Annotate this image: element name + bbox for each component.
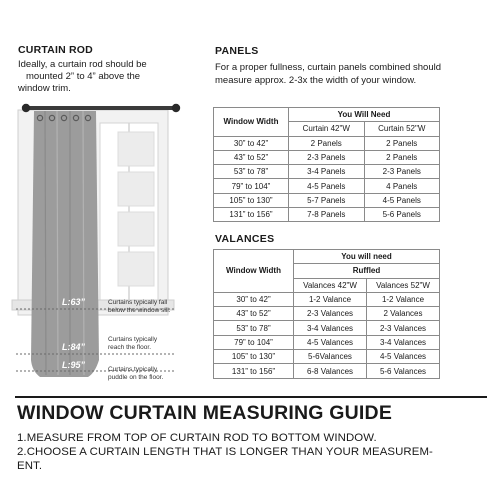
valances-col-ruffled: Ruffled	[294, 264, 440, 278]
cell: 4-5 Valances	[367, 350, 440, 364]
cell: 5-6Valances	[294, 350, 367, 364]
cell: 131” to 156”	[214, 208, 289, 222]
length-note-95	[108, 366, 163, 382]
panels-col-a: Curtain 42"W	[289, 122, 365, 136]
guide-step-2-line2: ENT.	[17, 460, 43, 472]
table-row	[214, 321, 440, 335]
table-row	[214, 364, 440, 378]
length-note-63	[108, 299, 171, 315]
valances-title: VALANCES	[215, 233, 275, 245]
cell: 2-3 Valances	[294, 307, 367, 321]
table-row	[214, 307, 440, 321]
curtain-illustration	[0, 95, 200, 395]
curtain-rod-description	[18, 59, 188, 95]
table-row	[214, 136, 440, 150]
curtain-rod-desc-line: mounted 2” to 4” above the	[26, 71, 141, 82]
cell: 4-5 Valances	[294, 335, 367, 349]
valances-table	[213, 249, 440, 379]
note-line: Curtains typically	[108, 336, 158, 343]
cell: 43” to 52”	[214, 307, 294, 321]
note-line: below the window sill.	[108, 307, 171, 314]
cell: 1-2 Valance	[294, 292, 367, 306]
table-row	[214, 193, 440, 207]
cell: 131” to 156”	[214, 364, 294, 378]
cell: 30” to 42”	[214, 136, 289, 150]
valances-col-a: Valances 42"W	[294, 278, 367, 292]
cell: 53” to 78”	[214, 321, 294, 335]
cell: 30” to 42”	[214, 292, 294, 306]
cell: 2-3 Panels	[364, 165, 440, 179]
cell: 105” to 130”	[214, 350, 294, 364]
cell: 2 Panels	[364, 136, 440, 150]
panels-desc-line: For a proper fullness, curtain panels combined should	[215, 62, 442, 73]
cell: 5-7 Panels	[289, 193, 365, 207]
curtain-rod-desc-line: Ideally, a curtain rod should be	[18, 59, 147, 70]
panels-desc-line: measure approx. 2-3x the width of your window.	[215, 74, 417, 86]
curtain-rod-desc-line: window trim.	[18, 83, 71, 94]
table-row	[214, 335, 440, 349]
guide-step-1: 1.MEASURE FROM TOP OF CURTAIN ROD TO BOTTOM WINDOW.	[17, 432, 377, 444]
panels-col-b: Curtain 52"W	[364, 122, 440, 136]
cell: 1-2 Valance	[367, 292, 440, 306]
length-note-84	[108, 336, 157, 352]
cell: 5-6 Panels	[364, 208, 440, 222]
guide-title: WINDOW CURTAIN MEASURING GUIDE	[17, 402, 393, 424]
cell: 3-4 Valances	[294, 321, 367, 335]
panels-col-window: Window Width	[214, 108, 289, 137]
cell: 7-8 Panels	[289, 208, 365, 222]
cell: 105” to 130”	[214, 193, 289, 207]
cell: 79” to 104”	[214, 179, 289, 193]
cell: 2 Valances	[367, 307, 440, 321]
valances-col-window: Window Width	[214, 250, 294, 293]
valances-col-b: Valances 52"W	[367, 278, 440, 292]
cell: 53” to 78”	[214, 165, 289, 179]
table-row	[214, 350, 440, 364]
panels-description	[215, 62, 485, 87]
divider	[15, 396, 487, 398]
length-mark-95: L:95”	[62, 360, 86, 370]
cell: 3-4 Panels	[289, 165, 365, 179]
table-row	[214, 165, 440, 179]
panels-title: PANELS	[215, 45, 259, 57]
length-mark-63: L:63”	[62, 297, 86, 307]
curtain-rod-title: CURTAIN ROD	[18, 44, 93, 56]
cell: 3-4 Valances	[367, 335, 440, 349]
cell: 2 Panels	[364, 150, 440, 164]
valances-col-need: You will need	[294, 250, 440, 264]
cell: 79” to 104”	[214, 335, 294, 349]
length-mark-84: L:84”	[62, 342, 86, 352]
cell: 6-8 Valances	[294, 364, 367, 378]
cell: 4-5 Panels	[289, 179, 365, 193]
guide-steps	[17, 431, 487, 473]
curtain-panel	[31, 111, 99, 377]
note-line: Curtains typically fall	[108, 299, 168, 306]
note-line: Curtains typically	[108, 366, 158, 373]
table-row	[214, 150, 440, 164]
cell: 2-3 Valances	[367, 321, 440, 335]
panels-table	[213, 107, 440, 222]
table-row	[214, 208, 440, 222]
note-line: puddle on the floor.	[108, 374, 164, 381]
table-row	[214, 179, 440, 193]
guide-step-2-line1: 2.CHOOSE A CURTAIN LENGTH THAT IS LONGER THAN YOUR MEASUREM-	[17, 446, 433, 458]
cell: 4 Panels	[364, 179, 440, 193]
cell: 4-5 Panels	[364, 193, 440, 207]
panels-col-need: You Will Need	[289, 108, 440, 122]
cell: 2 Panels	[289, 136, 365, 150]
cell: 5-6 Valances	[367, 364, 440, 378]
cell: 2-3 Panels	[289, 150, 365, 164]
table-row	[214, 292, 440, 306]
cell: 43” to 52”	[214, 150, 289, 164]
note-line: reach the floor.	[108, 344, 151, 351]
